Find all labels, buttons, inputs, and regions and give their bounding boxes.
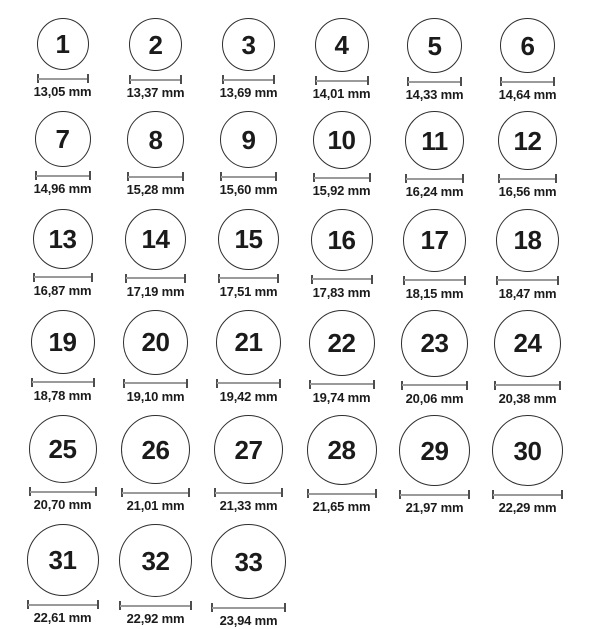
ring-size-number: 9 <box>241 124 256 155</box>
diameter-label: 21,33 mm <box>219 498 278 514</box>
ring-item <box>388 310 481 406</box>
diameter-label: 16,56 mm <box>498 184 557 200</box>
diameter-measure-line <box>125 274 186 283</box>
ring-circle <box>496 209 559 272</box>
ring-size-number: 11 <box>421 125 448 156</box>
ring-item <box>202 209 295 299</box>
diameter-label: 19,42 mm <box>219 388 278 404</box>
measure-bar <box>314 177 370 179</box>
measure-bar <box>495 384 560 386</box>
diameter-label: 23,94 mm <box>219 613 278 629</box>
diameter-label: 16,87 mm <box>33 282 92 298</box>
ring-size-number: 2 <box>148 29 163 60</box>
diameter-measure-line <box>220 172 277 181</box>
diameter-measure-line <box>500 77 555 86</box>
measure-bar <box>128 176 183 178</box>
diameter-label: 20,70 mm <box>33 497 92 513</box>
ring-circle <box>313 111 371 169</box>
diameter-label: 17,51 mm <box>219 283 278 299</box>
diameter-label: 14,01 mm <box>312 86 371 101</box>
measure-bar <box>221 176 276 178</box>
measure-bar <box>124 382 187 384</box>
ring-size-number: 13 <box>48 223 77 254</box>
ring-item <box>16 524 109 625</box>
ring-item <box>109 111 202 197</box>
diameter-measure-line <box>214 488 283 497</box>
ring-row <box>16 18 600 102</box>
diameter-measure-line <box>401 381 468 390</box>
diameter-label: 22,29 mm <box>498 500 557 516</box>
ring-size-number: 30 <box>513 435 542 466</box>
ring-size-number: 19 <box>48 326 77 357</box>
ring-circle <box>119 524 192 597</box>
diameter-measure-line <box>37 74 89 83</box>
ring-row <box>16 524 600 628</box>
diameter-label: 21,01 mm <box>126 498 185 514</box>
measure-bar <box>36 175 90 177</box>
diameter-measure-line <box>494 381 561 390</box>
ring-size-number: 20 <box>141 327 170 358</box>
ring-size-number: 6 <box>520 30 535 61</box>
ring-circle <box>31 310 95 374</box>
measure-bar <box>219 277 278 279</box>
ring-circle <box>125 209 186 270</box>
diameter-measure-line <box>403 276 466 285</box>
ring-item <box>202 310 295 404</box>
ring-size-number: 3 <box>241 29 256 60</box>
diameter-measure-line <box>313 173 371 182</box>
ring-item <box>481 415 574 515</box>
ring-item <box>481 209 574 301</box>
ring-circle <box>33 209 93 269</box>
ring-circle <box>309 310 375 376</box>
ring-size-number: 18 <box>513 225 542 256</box>
diameter-measure-line <box>31 378 95 387</box>
measure-bar <box>493 494 562 496</box>
diameter-label: 14,64 mm <box>498 87 557 102</box>
ring-item <box>109 310 202 404</box>
diameter-label: 13,37 mm <box>126 85 185 100</box>
ring-circle <box>498 111 557 170</box>
ring-size-number: 24 <box>513 328 542 359</box>
ring-item <box>109 415 202 513</box>
diameter-label: 20,38 mm <box>498 390 557 406</box>
ring-circle <box>37 18 89 70</box>
diameter-label: 16,24 mm <box>405 184 464 200</box>
diameter-measure-line <box>29 487 97 496</box>
diameter-measure-line <box>123 379 188 388</box>
measure-bar <box>38 78 88 80</box>
ring-circle <box>407 18 462 73</box>
ring-size-number: 7 <box>55 124 70 155</box>
ring-circle <box>307 415 377 485</box>
measure-bar <box>34 276 92 278</box>
measure-bar <box>408 81 461 83</box>
measure-bar <box>316 80 368 82</box>
measure-bar <box>404 279 465 281</box>
ring-item <box>16 209 109 298</box>
ring-item <box>16 18 109 99</box>
diameter-measure-line <box>315 76 369 85</box>
diameter-label: 14,33 mm <box>405 87 464 102</box>
ring-item <box>388 415 481 515</box>
diameter-label: 21,65 mm <box>312 499 371 515</box>
diameter-measure-line <box>498 174 557 183</box>
measure-bar <box>402 384 467 386</box>
ring-size-number: 8 <box>148 124 163 155</box>
diameter-measure-line <box>211 603 286 612</box>
ring-size-number: 26 <box>141 434 170 465</box>
diameter-measure-line <box>492 490 563 499</box>
ring-circle <box>216 310 281 375</box>
diameter-label: 15,92 mm <box>312 183 371 199</box>
measure-bar <box>499 178 556 180</box>
measure-bar <box>130 79 181 81</box>
diameter-label: 20,06 mm <box>405 390 464 406</box>
measure-bar <box>120 605 191 607</box>
diameter-label: 19,74 mm <box>312 389 371 405</box>
ring-size-number: 25 <box>48 434 77 465</box>
ring-circle <box>35 111 91 167</box>
ring-circle <box>405 111 464 170</box>
diameter-measure-line <box>222 75 275 84</box>
ring-circle <box>123 310 188 375</box>
ring-size-number: 4 <box>334 30 349 60</box>
measure-bar <box>310 383 374 385</box>
diameter-label: 17,19 mm <box>126 283 185 299</box>
ring-circle <box>211 524 286 599</box>
measure-bar <box>501 81 554 83</box>
ring-size-number: 28 <box>327 435 356 466</box>
ring-circle <box>492 415 563 486</box>
ring-item <box>481 111 574 199</box>
ring-size-number: 23 <box>420 328 449 359</box>
ring-size-number: 10 <box>327 125 356 156</box>
ring-size-number: 32 <box>141 545 170 576</box>
diameter-label: 13,05 mm <box>33 84 92 99</box>
ring-item <box>295 18 388 101</box>
diameter-measure-line <box>218 274 279 283</box>
ring-item <box>202 18 295 100</box>
diameter-label: 13,69 mm <box>219 85 278 100</box>
ring-circle <box>401 310 468 377</box>
ring-circle <box>27 524 99 596</box>
diameter-measure-line <box>129 75 182 84</box>
measure-bar <box>30 491 96 493</box>
ring-item <box>388 18 481 102</box>
ring-size-number: 33 <box>234 546 263 577</box>
ring-item <box>16 111 109 196</box>
diameter-measure-line <box>119 601 192 610</box>
measure-bar <box>223 79 274 81</box>
measure-bar <box>32 381 94 383</box>
measure-bar <box>215 492 282 494</box>
ring-item <box>109 209 202 299</box>
diameter-measure-line <box>311 275 373 284</box>
diameter-measure-line <box>121 488 190 497</box>
ring-circle <box>403 209 466 272</box>
measure-bar <box>308 493 376 495</box>
ring-item <box>295 310 388 405</box>
measure-bar <box>28 604 98 606</box>
ring-item <box>202 111 295 197</box>
ring-size-number: 17 <box>420 225 449 256</box>
ring-item <box>388 111 481 199</box>
diameter-label: 18,78 mm <box>33 387 92 403</box>
measure-bar <box>497 279 558 281</box>
ring-item <box>295 415 388 514</box>
diameter-measure-line <box>127 172 184 181</box>
ring-item <box>109 524 202 626</box>
diameter-label: 22,61 mm <box>33 610 92 626</box>
ring-size-number: 12 <box>513 125 542 156</box>
diameter-measure-line <box>405 174 464 183</box>
diameter-label: 17,83 mm <box>312 284 371 300</box>
ring-size-number: 14 <box>141 224 170 255</box>
ring-item <box>388 209 481 301</box>
ring-row <box>16 310 600 406</box>
diameter-measure-line <box>35 171 91 180</box>
diameter-label: 15,28 mm <box>126 182 185 198</box>
diameter-measure-line <box>399 490 470 499</box>
ring-circle <box>500 18 555 73</box>
diameter-label: 19,10 mm <box>126 388 185 404</box>
diameter-measure-line <box>496 276 559 285</box>
ring-row <box>16 209 600 301</box>
measure-bar <box>212 607 285 609</box>
diameter-measure-line <box>33 273 93 282</box>
diameter-label: 15,60 mm <box>219 182 278 198</box>
diameter-measure-line <box>309 380 375 389</box>
diameter-measure-line <box>27 600 99 609</box>
ring-circle <box>311 209 373 271</box>
diameter-label: 18,47 mm <box>498 285 557 301</box>
ring-circle <box>494 310 561 377</box>
measure-bar <box>122 492 189 494</box>
ring-size-number: 31 <box>48 545 77 576</box>
measure-bar <box>217 382 280 384</box>
ring-circle <box>29 415 97 483</box>
ring-item <box>481 310 574 406</box>
ring-circle <box>222 18 275 71</box>
ring-circle <box>127 111 184 168</box>
diameter-label: 22,92 mm <box>126 611 185 627</box>
ring-circle <box>220 111 277 168</box>
ring-row <box>16 111 600 199</box>
ring-row <box>16 415 600 515</box>
ring-size-number: 16 <box>327 224 356 255</box>
ring-size-number: 5 <box>427 30 442 61</box>
ring-size-number: 1 <box>55 29 70 59</box>
ring-item <box>16 310 109 403</box>
ring-size-number: 22 <box>327 327 356 358</box>
ring-size-number: 29 <box>420 435 449 466</box>
ring-circle <box>218 209 279 270</box>
ring-size-number: 27 <box>234 434 263 465</box>
diameter-label: 21,97 mm <box>405 500 464 516</box>
ring-circle <box>214 415 283 484</box>
ring-circle <box>315 18 369 72</box>
diameter-label: 18,15 mm <box>405 285 464 301</box>
ring-item <box>202 524 295 628</box>
measure-bar <box>126 277 185 279</box>
measure-bar <box>406 178 463 180</box>
ring-size-number: 21 <box>234 327 263 358</box>
diameter-measure-line <box>307 489 377 498</box>
diameter-label: 14,96 mm <box>33 181 92 197</box>
ring-circle <box>121 415 190 484</box>
ring-item <box>481 18 574 102</box>
measure-bar <box>400 494 469 496</box>
diameter-measure-line <box>216 379 281 388</box>
ring-item <box>295 209 388 300</box>
ring-item <box>202 415 295 513</box>
ring-size-number: 15 <box>234 224 263 255</box>
ring-circle <box>129 18 182 71</box>
measure-bar <box>312 278 372 280</box>
ring-item <box>16 415 109 512</box>
diameter-measure-line <box>407 77 462 86</box>
ring-item <box>295 111 388 198</box>
ring-circle <box>399 415 470 486</box>
ring-item <box>109 18 202 100</box>
